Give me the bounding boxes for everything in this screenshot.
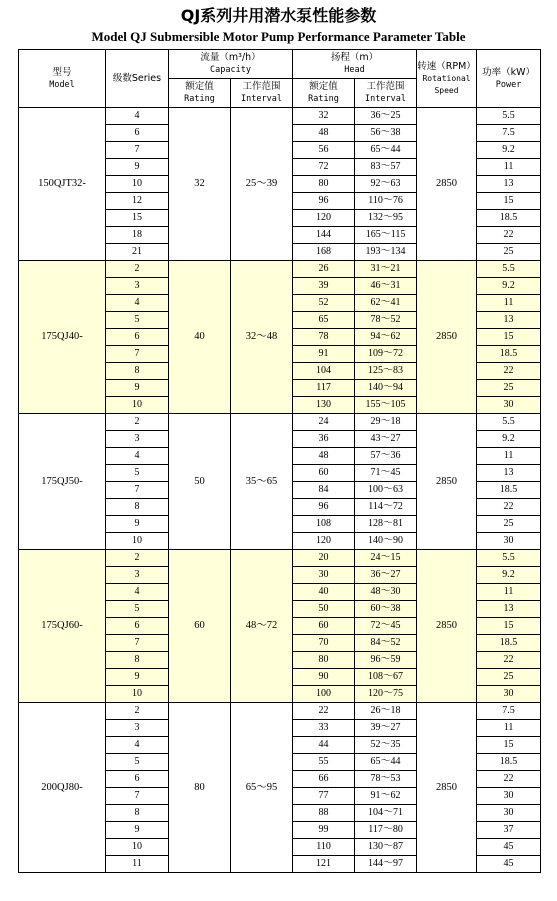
capacity-rating-cell: 80	[169, 703, 231, 873]
head-interval-cell: 110～76	[355, 193, 417, 210]
header-speed-en1: Rotational	[422, 73, 471, 83]
power-cell: 18.5	[477, 482, 541, 499]
series-cell: 5	[106, 465, 169, 482]
head-interval-cell: 72～45	[355, 618, 417, 635]
power-cell: 18.5	[477, 210, 541, 227]
head-interval-cell: 94～62	[355, 329, 417, 346]
series-cell: 7	[106, 142, 169, 159]
power-cell: 7.5	[477, 125, 541, 142]
head-interval-cell: 144～97	[355, 856, 417, 873]
head-rating-cell: 30	[293, 567, 355, 584]
speed-cell: 2850	[417, 703, 477, 873]
header-capacity-cn: 流量（m³/h）	[200, 52, 261, 63]
head-interval-cell: 62～41	[355, 295, 417, 312]
series-cell: 12	[106, 193, 169, 210]
head-rating-cell: 33	[293, 720, 355, 737]
series-cell: 8	[106, 363, 169, 380]
header-series	[106, 50, 169, 108]
head-rating-cell: 80	[293, 176, 355, 193]
head-interval-cell: 132～95	[355, 210, 417, 227]
power-cell: 25	[477, 669, 541, 686]
capacity-rating-cell: 32	[169, 108, 231, 261]
table-row	[19, 550, 541, 567]
head-interval-cell: 60～38	[355, 601, 417, 618]
head-rating-cell: 117	[293, 380, 355, 397]
table-row	[19, 261, 541, 278]
head-interval-cell: 29～18	[355, 414, 417, 431]
series-cell: 4	[106, 584, 169, 601]
series-cell: 6	[106, 771, 169, 788]
power-cell: 11	[477, 584, 541, 601]
header-capacity-interval	[231, 79, 293, 108]
head-interval-cell: 117～80	[355, 822, 417, 839]
page-subtitle: Model QJ Submersible Motor Pump Performance Parameter Table	[91, 29, 466, 44]
head-rating-cell: 72	[293, 159, 355, 176]
head-interval-cell: 52～35	[355, 737, 417, 754]
header-model-cn: 型号	[52, 66, 72, 78]
header-head-rating-en: Rating	[308, 94, 339, 104]
head-interval-cell: 104～71	[355, 805, 417, 822]
speed-cell: 2850	[417, 550, 477, 703]
series-cell: 3	[106, 720, 169, 737]
head-rating-cell: 39	[293, 278, 355, 295]
head-interval-cell: 130～87	[355, 839, 417, 856]
capacity-interval-cell: 25～39	[231, 108, 293, 261]
header-capacity	[169, 50, 293, 79]
header-head-interval-cn: 工作范围	[366, 81, 405, 92]
power-cell: 5.5	[477, 414, 541, 431]
speed-cell: 2850	[417, 261, 477, 414]
head-interval-cell: 36～27	[355, 567, 417, 584]
series-cell: 15	[106, 210, 169, 227]
power-cell: 5.5	[477, 261, 541, 278]
power-cell: 22	[477, 227, 541, 244]
series-cell: 9	[106, 669, 169, 686]
power-cell: 25	[477, 380, 541, 397]
power-cell: 9.2	[477, 431, 541, 448]
capacity-interval-cell: 48～72	[231, 550, 293, 703]
header-capacity-rating-en: Rating	[184, 94, 215, 104]
power-cell: 25	[477, 516, 541, 533]
power-cell: 22	[477, 771, 541, 788]
head-interval-cell: 78～53	[355, 771, 417, 788]
header-capacity-rating-cn: 额定值	[185, 81, 214, 92]
series-cell: 18	[106, 227, 169, 244]
head-rating-cell: 60	[293, 618, 355, 635]
header-capacity-en: Capacity	[210, 65, 251, 75]
speed-cell: 2850	[417, 108, 477, 261]
power-cell: 45	[477, 856, 541, 873]
header-head-rating-cn: 额定值	[309, 81, 338, 92]
head-rating-cell: 91	[293, 346, 355, 363]
series-cell: 4	[106, 108, 169, 125]
head-rating-cell: 104	[293, 363, 355, 380]
model-cell: 175QJ60-	[19, 550, 106, 703]
head-rating-cell: 36	[293, 431, 355, 448]
head-rating-cell: 20	[293, 550, 355, 567]
head-rating-cell: 88	[293, 805, 355, 822]
header-capacity-rating	[169, 79, 231, 108]
table-body	[19, 108, 541, 873]
head-rating-cell: 40	[293, 584, 355, 601]
power-cell: 15	[477, 737, 541, 754]
power-cell: 9.2	[477, 567, 541, 584]
capacity-interval-cell: 65～95	[231, 703, 293, 873]
head-interval-cell: 26～18	[355, 703, 417, 720]
series-cell: 4	[106, 448, 169, 465]
head-rating-cell: 48	[293, 125, 355, 142]
series-cell: 5	[106, 754, 169, 771]
series-cell: 3	[106, 567, 169, 584]
head-interval-cell: 57～36	[355, 448, 417, 465]
series-cell: 11	[106, 856, 169, 873]
series-cell: 2	[106, 261, 169, 278]
series-cell: 10	[106, 839, 169, 856]
head-rating-cell: 168	[293, 244, 355, 261]
series-cell: 4	[106, 737, 169, 754]
head-rating-cell: 110	[293, 839, 355, 856]
head-interval-cell: 43～27	[355, 431, 417, 448]
head-rating-cell: 48	[293, 448, 355, 465]
header-head-interval-en: Interval	[365, 94, 406, 104]
head-interval-cell: 155～105	[355, 397, 417, 414]
power-cell: 11	[477, 720, 541, 737]
head-rating-cell: 144	[293, 227, 355, 244]
series-cell: 8	[106, 652, 169, 669]
page-title: QJ系列井用潜水泵性能参数	[180, 6, 377, 25]
head-interval-cell: 109～72	[355, 346, 417, 363]
series-cell: 5	[106, 312, 169, 329]
series-cell: 2	[106, 414, 169, 431]
head-interval-cell: 140～90	[355, 533, 417, 550]
head-interval-cell: 91～62	[355, 788, 417, 805]
series-cell: 3	[106, 278, 169, 295]
power-cell: 9.2	[477, 142, 541, 159]
head-interval-cell: 125～83	[355, 363, 417, 380]
power-cell: 5.5	[477, 108, 541, 125]
model-cell: 150QJT32-	[19, 108, 106, 261]
head-rating-cell: 22	[293, 703, 355, 720]
series-cell: 6	[106, 329, 169, 346]
head-rating-cell: 65	[293, 312, 355, 329]
head-interval-cell: 39～27	[355, 720, 417, 737]
power-cell: 22	[477, 652, 541, 669]
head-rating-cell: 50	[293, 601, 355, 618]
table-row	[19, 703, 541, 720]
head-rating-cell: 80	[293, 652, 355, 669]
header-model-en: Model	[49, 79, 75, 90]
header-model	[19, 50, 106, 108]
head-interval-cell: 108～67	[355, 669, 417, 686]
head-interval-cell: 83～57	[355, 159, 417, 176]
head-rating-cell: 130	[293, 397, 355, 414]
head-rating-cell: 90	[293, 669, 355, 686]
head-rating-cell: 66	[293, 771, 355, 788]
series-cell: 7	[106, 788, 169, 805]
power-cell: 30	[477, 686, 541, 703]
header-speed-en2: Speed	[434, 85, 459, 95]
power-cell: 30	[477, 788, 541, 805]
series-cell: 9	[106, 516, 169, 533]
header-power-en: Power	[495, 79, 522, 90]
power-cell: 5.5	[477, 550, 541, 567]
series-cell: 3	[106, 431, 169, 448]
series-cell: 2	[106, 550, 169, 567]
power-cell: 22	[477, 499, 541, 516]
head-interval-cell: 24～15	[355, 550, 417, 567]
series-cell: 6	[106, 618, 169, 635]
header-series-label: 级数Series	[112, 72, 162, 84]
series-cell: 9	[106, 159, 169, 176]
table-row	[19, 414, 541, 431]
series-cell: 10	[106, 686, 169, 703]
speed-cell: 2850	[417, 414, 477, 550]
header-head-cn: 扬程（m）	[330, 52, 379, 63]
power-cell: 15	[477, 193, 541, 210]
head-interval-cell: 193～134	[355, 244, 417, 261]
power-cell: 37	[477, 822, 541, 839]
head-rating-cell: 60	[293, 465, 355, 482]
model-cell: 175QJ50-	[19, 414, 106, 550]
head-interval-cell: 71～45	[355, 465, 417, 482]
performance-table	[18, 49, 541, 873]
header-speed-cn: 转速（RPM）	[417, 60, 476, 72]
head-rating-cell: 52	[293, 295, 355, 312]
head-interval-cell: 140～94	[355, 380, 417, 397]
power-cell: 30	[477, 805, 541, 822]
head-interval-cell: 165～115	[355, 227, 417, 244]
series-cell: 2	[106, 703, 169, 720]
series-cell: 4	[106, 295, 169, 312]
power-cell: 13	[477, 601, 541, 618]
series-cell: 6	[106, 125, 169, 142]
series-cell: 9	[106, 380, 169, 397]
head-interval-cell: 114～72	[355, 499, 417, 516]
header-head-en: Head	[344, 65, 365, 75]
head-interval-cell: 84～52	[355, 635, 417, 652]
head-rating-cell: 84	[293, 482, 355, 499]
header-head-interval	[355, 79, 417, 108]
series-cell: 7	[106, 482, 169, 499]
series-cell: 5	[106, 601, 169, 618]
head-rating-cell: 100	[293, 686, 355, 703]
power-cell: 18.5	[477, 635, 541, 652]
head-interval-cell: 56～38	[355, 125, 417, 142]
header-capacity-interval-en: Interval	[241, 94, 282, 104]
series-cell: 21	[106, 244, 169, 261]
head-interval-cell: 96～59	[355, 652, 417, 669]
power-cell: 13	[477, 312, 541, 329]
capacity-interval-cell: 35～65	[231, 414, 293, 550]
head-rating-cell: 77	[293, 788, 355, 805]
series-cell: 8	[106, 805, 169, 822]
head-rating-cell: 70	[293, 635, 355, 652]
capacity-rating-cell: 40	[169, 261, 231, 414]
power-cell: 30	[477, 533, 541, 550]
power-cell: 18.5	[477, 754, 541, 771]
head-interval-cell: 31～21	[355, 261, 417, 278]
power-cell: 7.5	[477, 703, 541, 720]
model-cell: 175QJ40-	[19, 261, 106, 414]
power-cell: 11	[477, 159, 541, 176]
head-rating-cell: 78	[293, 329, 355, 346]
series-cell: 7	[106, 635, 169, 652]
power-cell: 11	[477, 295, 541, 312]
power-cell: 11	[477, 448, 541, 465]
model-cell: 200QJ80-	[19, 703, 106, 873]
capacity-rating-cell: 60	[169, 550, 231, 703]
head-interval-cell: 65～44	[355, 142, 417, 159]
head-interval-cell: 92～63	[355, 176, 417, 193]
head-interval-cell: 46～31	[355, 278, 417, 295]
head-interval-cell: 36～25	[355, 108, 417, 125]
power-cell: 45	[477, 839, 541, 856]
header-head	[293, 50, 417, 79]
head-interval-cell: 65～44	[355, 754, 417, 771]
capacity-interval-cell: 32～48	[231, 261, 293, 414]
header-power-cn: 功率（kW）	[482, 66, 535, 78]
head-rating-cell: 44	[293, 737, 355, 754]
power-cell: 30	[477, 397, 541, 414]
series-cell: 10	[106, 397, 169, 414]
power-cell: 15	[477, 329, 541, 346]
header-speed	[417, 50, 477, 108]
head-rating-cell: 26	[293, 261, 355, 278]
head-rating-cell: 99	[293, 822, 355, 839]
head-rating-cell: 96	[293, 193, 355, 210]
power-cell: 25	[477, 244, 541, 261]
power-cell: 9.2	[477, 278, 541, 295]
series-cell: 8	[106, 499, 169, 516]
series-cell: 7	[106, 346, 169, 363]
head-interval-cell: 120～75	[355, 686, 417, 703]
head-interval-cell: 100～63	[355, 482, 417, 499]
head-rating-cell: 24	[293, 414, 355, 431]
head-rating-cell: 120	[293, 533, 355, 550]
head-rating-cell: 56	[293, 142, 355, 159]
header-head-rating	[293, 79, 355, 108]
head-rating-cell: 32	[293, 108, 355, 125]
power-cell: 15	[477, 618, 541, 635]
head-interval-cell: 128～81	[355, 516, 417, 533]
head-interval-cell: 78～52	[355, 312, 417, 329]
head-interval-cell: 48～30	[355, 584, 417, 601]
power-cell: 13	[477, 465, 541, 482]
head-rating-cell: 108	[293, 516, 355, 533]
power-cell: 18.5	[477, 346, 541, 363]
table-row	[19, 108, 541, 125]
head-rating-cell: 55	[293, 754, 355, 771]
power-cell: 13	[477, 176, 541, 193]
head-rating-cell: 96	[293, 499, 355, 516]
header-capacity-interval-cn: 工作范围	[242, 81, 281, 92]
header-power	[477, 50, 541, 108]
head-rating-cell: 120	[293, 210, 355, 227]
head-rating-cell: 121	[293, 856, 355, 873]
series-cell: 10	[106, 176, 169, 193]
series-cell: 9	[106, 822, 169, 839]
series-cell: 10	[106, 533, 169, 550]
power-cell: 22	[477, 363, 541, 380]
capacity-rating-cell: 50	[169, 414, 231, 550]
